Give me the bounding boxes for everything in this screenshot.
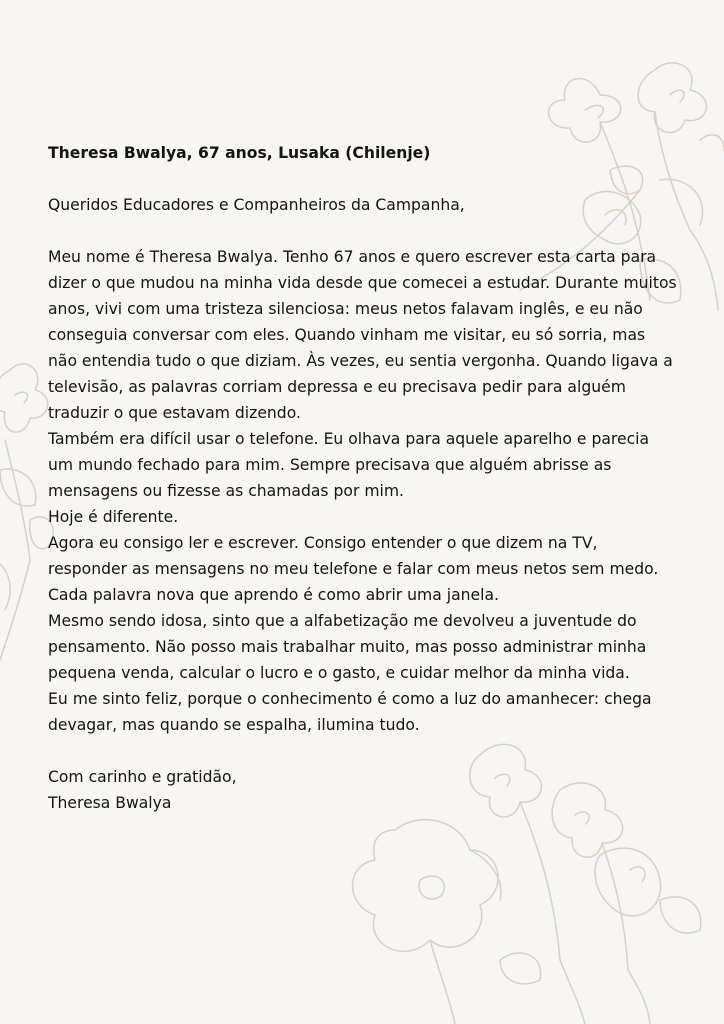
- letter-paragraph: Mesmo sendo idosa, sinto que a alfabetização me devolveu a juventude do pensamento. Não posso mais trabalhar muito, mas posso administrar minha pequena venda, calcular o lucro e o gasto, e cuidar melhor da minha vida.: [48, 612, 647, 682]
- letter-paragraph: Agora eu consigo ler e escrever. Consigo entender o que dizem na TV, responder as mensagens no meu telefone e falar com meus netos sem medo. Cada palavra nova que aprendo é como abrir uma janela.: [48, 534, 659, 604]
- letter-signature: Theresa Bwalya: [48, 794, 172, 812]
- flower-line-art-left: [0, 364, 53, 660]
- letter-paragraph: Hoje é diferente.: [48, 508, 179, 526]
- letter-paragraph: Eu me sinto feliz, porque o conhecimento é como a luz do amanhecer: chega devagar, mas quando se espalha, ilumina tudo.: [48, 690, 652, 734]
- letter-paragraph: Meu nome é Theresa Bwalya. Tenho 67 anos e quero escrever esta carta para dizer o que mudou na minha vida desde que comecei a estudar. Durante muitos anos, vivi com uma tristeza silenciosa: meus netos falavam inglês, e eu não conseguia conversar com eles. Quando vinham me visitar, eu só sorria, mas não entendia tudo o que diziam. Às vezes, eu sentia vergonha. Quando ligava a televisão, as palavras corriam depressa e eu precisava pedir para alguém traduzir o que estavam dizendo.: [48, 248, 677, 422]
- letter-body: [48, 140, 678, 816]
- letter-closing: Com carinho e gratidão,: [48, 768, 237, 786]
- letter-paragraph: Também era difícil usar o telefone. Eu olhava para aquele aparelho e parecia um mundo fechado para mim. Sempre precisava que alguém abrisse as mensagens ou fizesse as chamadas por mim.: [48, 430, 650, 500]
- letter-title: Theresa Bwalya, 67 anos, Lusaka (Chilenje): [48, 144, 431, 162]
- letter-greeting: Queridos Educadores e Companheiros da Campanha,: [48, 196, 465, 214]
- letter-closing-block: [48, 764, 678, 816]
